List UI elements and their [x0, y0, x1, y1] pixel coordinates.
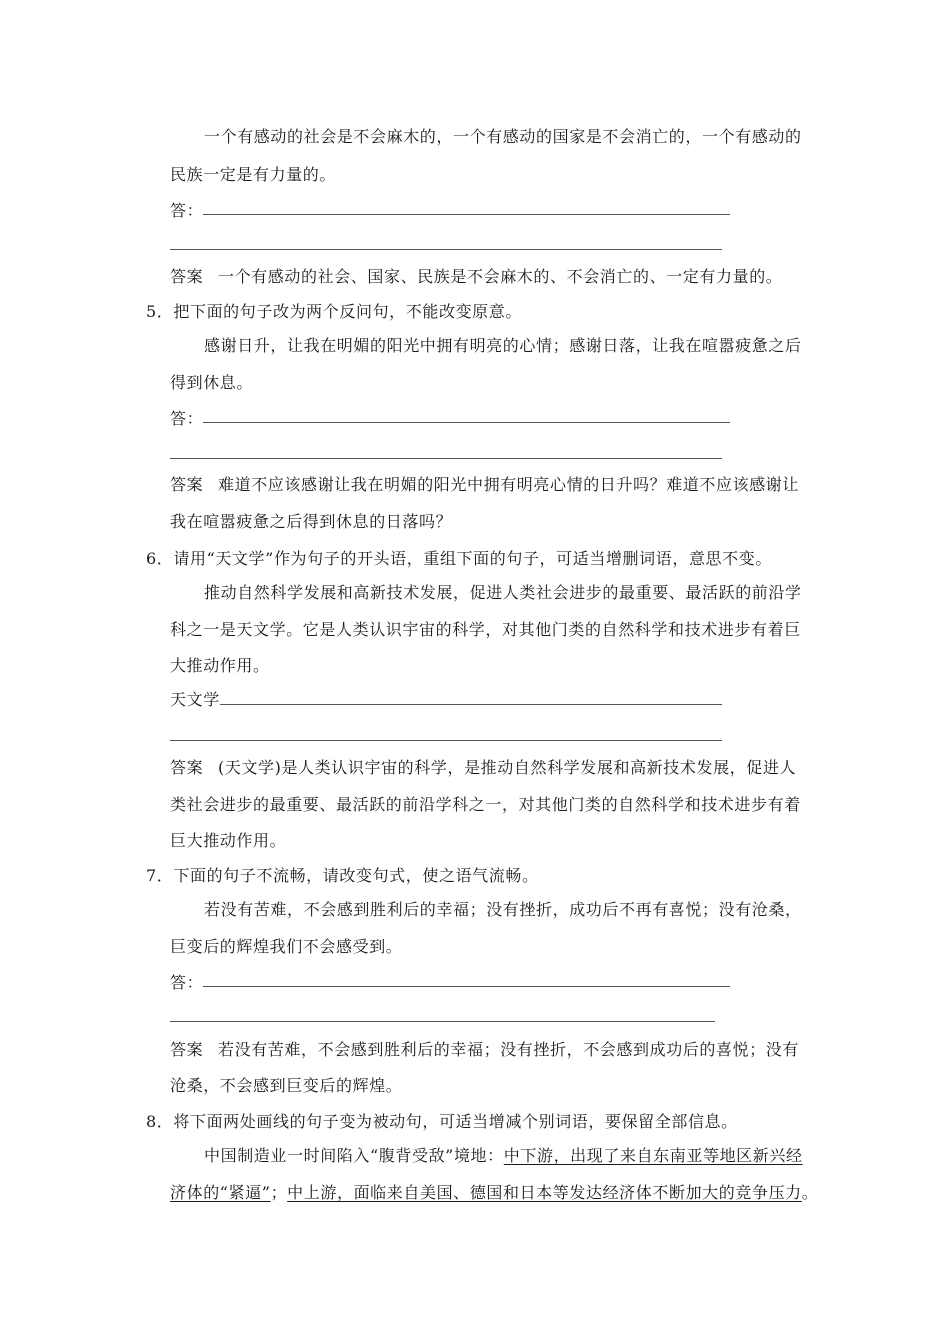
q7-answer-line-1[interactable]: [203, 986, 730, 987]
q6-text-line1: 推动自然科学发展和高新技术发展，促进人类社会进步的最重要、最活跃的前沿学: [204, 583, 802, 602]
q5-answer-label: 答案: [170, 475, 204, 494]
q5-answer-line1: 难道不应该感谢让我在明媚的阳光中拥有明亮心情的日升吗？难道不应该感谢让: [218, 475, 800, 494]
q6-prompt: 6．请用“天文学”作为句子的开头语，重组下面的句子，可适当增删词语，意思不变。: [146, 549, 772, 568]
q7-text-line1: 若没有苦难，不会感到胜利后的幸福；没有挫折，成功后不再有喜悦；没有沧桑，: [204, 900, 802, 919]
q6-answer-line-1[interactable]: [220, 704, 722, 705]
q6-answer-line-2[interactable]: [170, 740, 722, 741]
q5-answer-prefix: 答：: [170, 409, 204, 428]
q4-answer-line-1[interactable]: [203, 214, 730, 215]
q7-answer-label: 答案: [170, 1040, 204, 1059]
q6-text-line2: 科之一是天文学。它是人类认识宇宙的科学，对其他门类的自然科学和技术进步有着巨: [170, 620, 801, 639]
q4-answer-line-2[interactable]: [170, 249, 722, 250]
q6-answer-label: 答案: [170, 758, 204, 777]
q6-answer-line2: 类社会进步的最重要、最活跃的前沿学科之一，对其他门类的自然科学和技术进步有着: [170, 795, 801, 814]
q7-answer-prefix: 答：: [170, 973, 204, 992]
q7-text-line2: 巨变后的辉煌我们不会感受到。: [170, 937, 403, 956]
q4-text-line2: 民族一定是有力量的。: [170, 165, 337, 184]
q5-answer-line2: 我在喧嚣疲惫之后得到休息的日落吗？: [170, 512, 453, 531]
q6-answer-line1: (天文学)是人类认识宇宙的科学，是推动自然科学发展和高新技术发展，促进人: [218, 758, 797, 777]
q5-answer-line-1[interactable]: [203, 422, 730, 423]
q8-text-line2: [170, 1183, 818, 1203]
q4-answer-prefix: 答：: [170, 201, 204, 220]
q8-line-end: 。: [801, 1183, 819, 1202]
q5-text-line2: 得到休息。: [170, 373, 254, 392]
q8-underlined-sentence-1a: 中下游，出现了来自东南亚等地区新兴经: [503, 1146, 803, 1165]
q5-prompt: 5．把下面的句子改为两个反问句，不能改变原意。: [146, 302, 522, 321]
q7-answer-line1: 若没有苦难，不会感到胜利后的幸福；没有挫折，不会感到成功后的喜悦；没有: [218, 1040, 800, 1059]
q8-underlined-sentence-1b: 济体的“紧逼”: [170, 1183, 271, 1202]
q6-answer-prefix: 天文学: [170, 690, 220, 709]
q5-text-line1: 感谢日升，让我在明媚的阳光中拥有明亮的心情；感谢日落，让我在喧嚣疲惫之后: [204, 336, 802, 355]
q8-prompt: 8．将下面两处画线的句子变为被动句，可适当增减个别词语，要保留全部信息。: [146, 1112, 738, 1131]
q4-answer-label: 答案: [170, 267, 204, 286]
q8-separator: ；: [270, 1183, 288, 1202]
q6-text-line3: 大推动作用。: [170, 656, 270, 675]
q4-answer-text: 一个有感动的社会、国家、民族是不会麻木的、不会消亡的、一定有力量的。: [218, 267, 783, 286]
q8-text-line1: [204, 1146, 803, 1166]
q6-answer-line3: 巨大推动作用。: [170, 831, 287, 850]
q7-prompt: 7．下面的句子不流畅，请改变句式，使之语气流畅。: [146, 866, 539, 885]
q7-answer-line-2[interactable]: [170, 1021, 715, 1022]
q5-answer-line-2[interactable]: [170, 458, 722, 459]
q4-text-line1: 一个有感动的社会是不会麻木的，一个有感动的国家是不会消亡的，一个有感动的: [204, 127, 802, 146]
q7-answer-line2: 沧桑，不会感到巨变后的辉煌。: [170, 1076, 403, 1095]
q8-underlined-sentence-2: 中上游，面临来自美国、德国和日本等发达经济体不断加大的竞争压力: [287, 1183, 802, 1202]
q8-line1-plain: 中国制造业一时间陷入“腹背受敌”境地：: [204, 1146, 504, 1165]
